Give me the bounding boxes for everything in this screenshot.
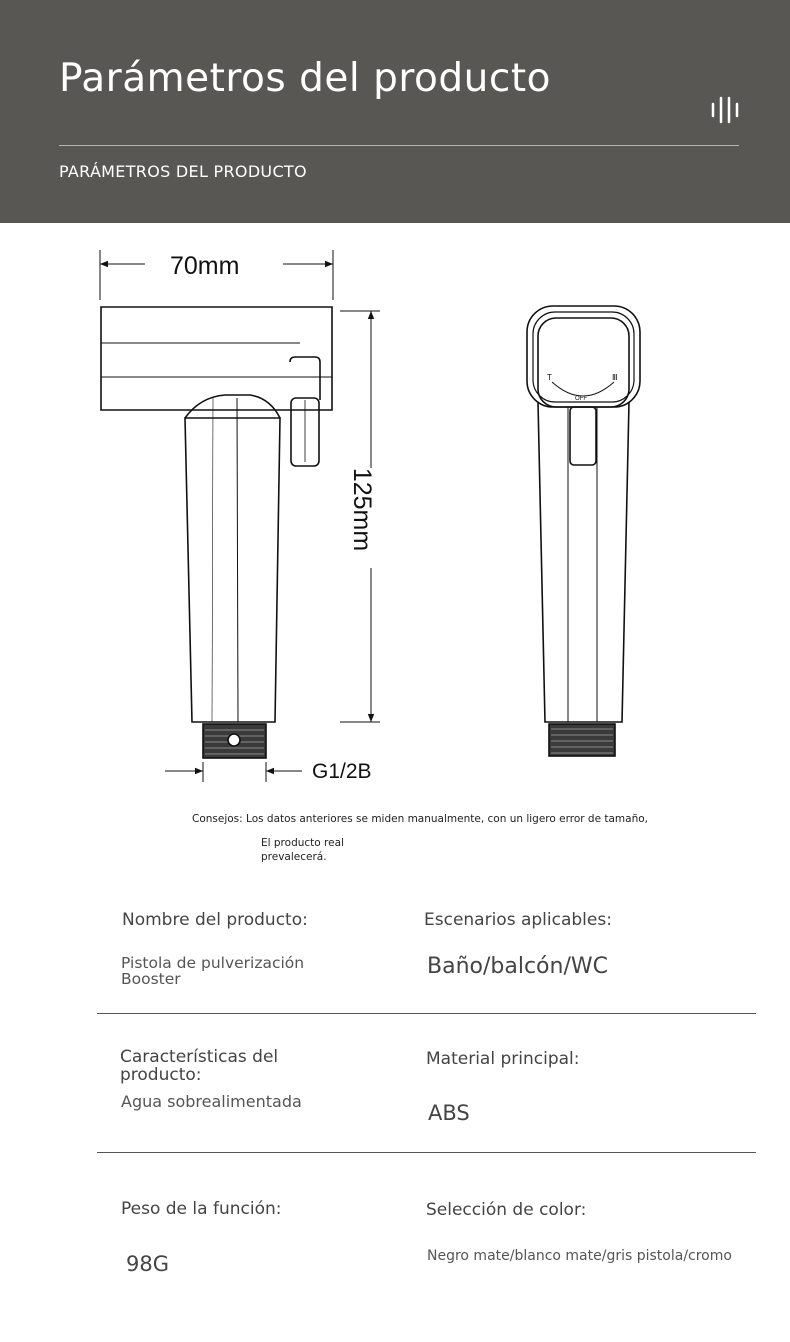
product-name-label: Nombre del producto: — [122, 910, 308, 930]
material-label: Material principal: — [426, 1049, 580, 1069]
front-view — [527, 306, 640, 756]
thread-dimension-label: G1/2B — [312, 760, 372, 783]
scenarios-value: Baño/balcón/WC — [427, 954, 608, 979]
product-name-value: Pistola de pulverización Booster — [121, 954, 305, 988]
features-label: Características del producto: — [120, 1047, 279, 1085]
dial-label-left: T — [547, 373, 552, 382]
measurement-note-continued: El producto real prevalecerá. — [261, 837, 344, 863]
row-divider — [97, 1013, 756, 1014]
scenarios-label: Escenarios aplicables: — [424, 910, 612, 930]
color-label: Selección de color: — [426, 1200, 587, 1220]
material-value: ABS — [428, 1101, 470, 1125]
dial-label-right: Ⅲ — [612, 373, 618, 382]
page-subtitle: PARÁMETROS DEL PRODUCTO — [59, 162, 307, 181]
weight-value: 98G — [126, 1252, 169, 1276]
dial-label-bottom: OFF — [575, 396, 587, 402]
weight-label: Peso de la función: — [121, 1199, 282, 1219]
features-value: Agua sobrealimentada — [121, 1092, 302, 1111]
measurement-note: Consejos: Los datos anteriores se miden manualmente, con un ligero error de tamaño, — [192, 813, 648, 825]
side-view — [100, 250, 380, 782]
color-value: Negro mate/blanco mate/gris pistola/cromo — [427, 1248, 732, 1264]
height-dimension-label: 125mm — [348, 467, 377, 552]
width-dimension-label: 70mm — [170, 252, 240, 280]
page-title: Parámetros del producto — [59, 56, 551, 101]
row-divider — [97, 1152, 756, 1153]
